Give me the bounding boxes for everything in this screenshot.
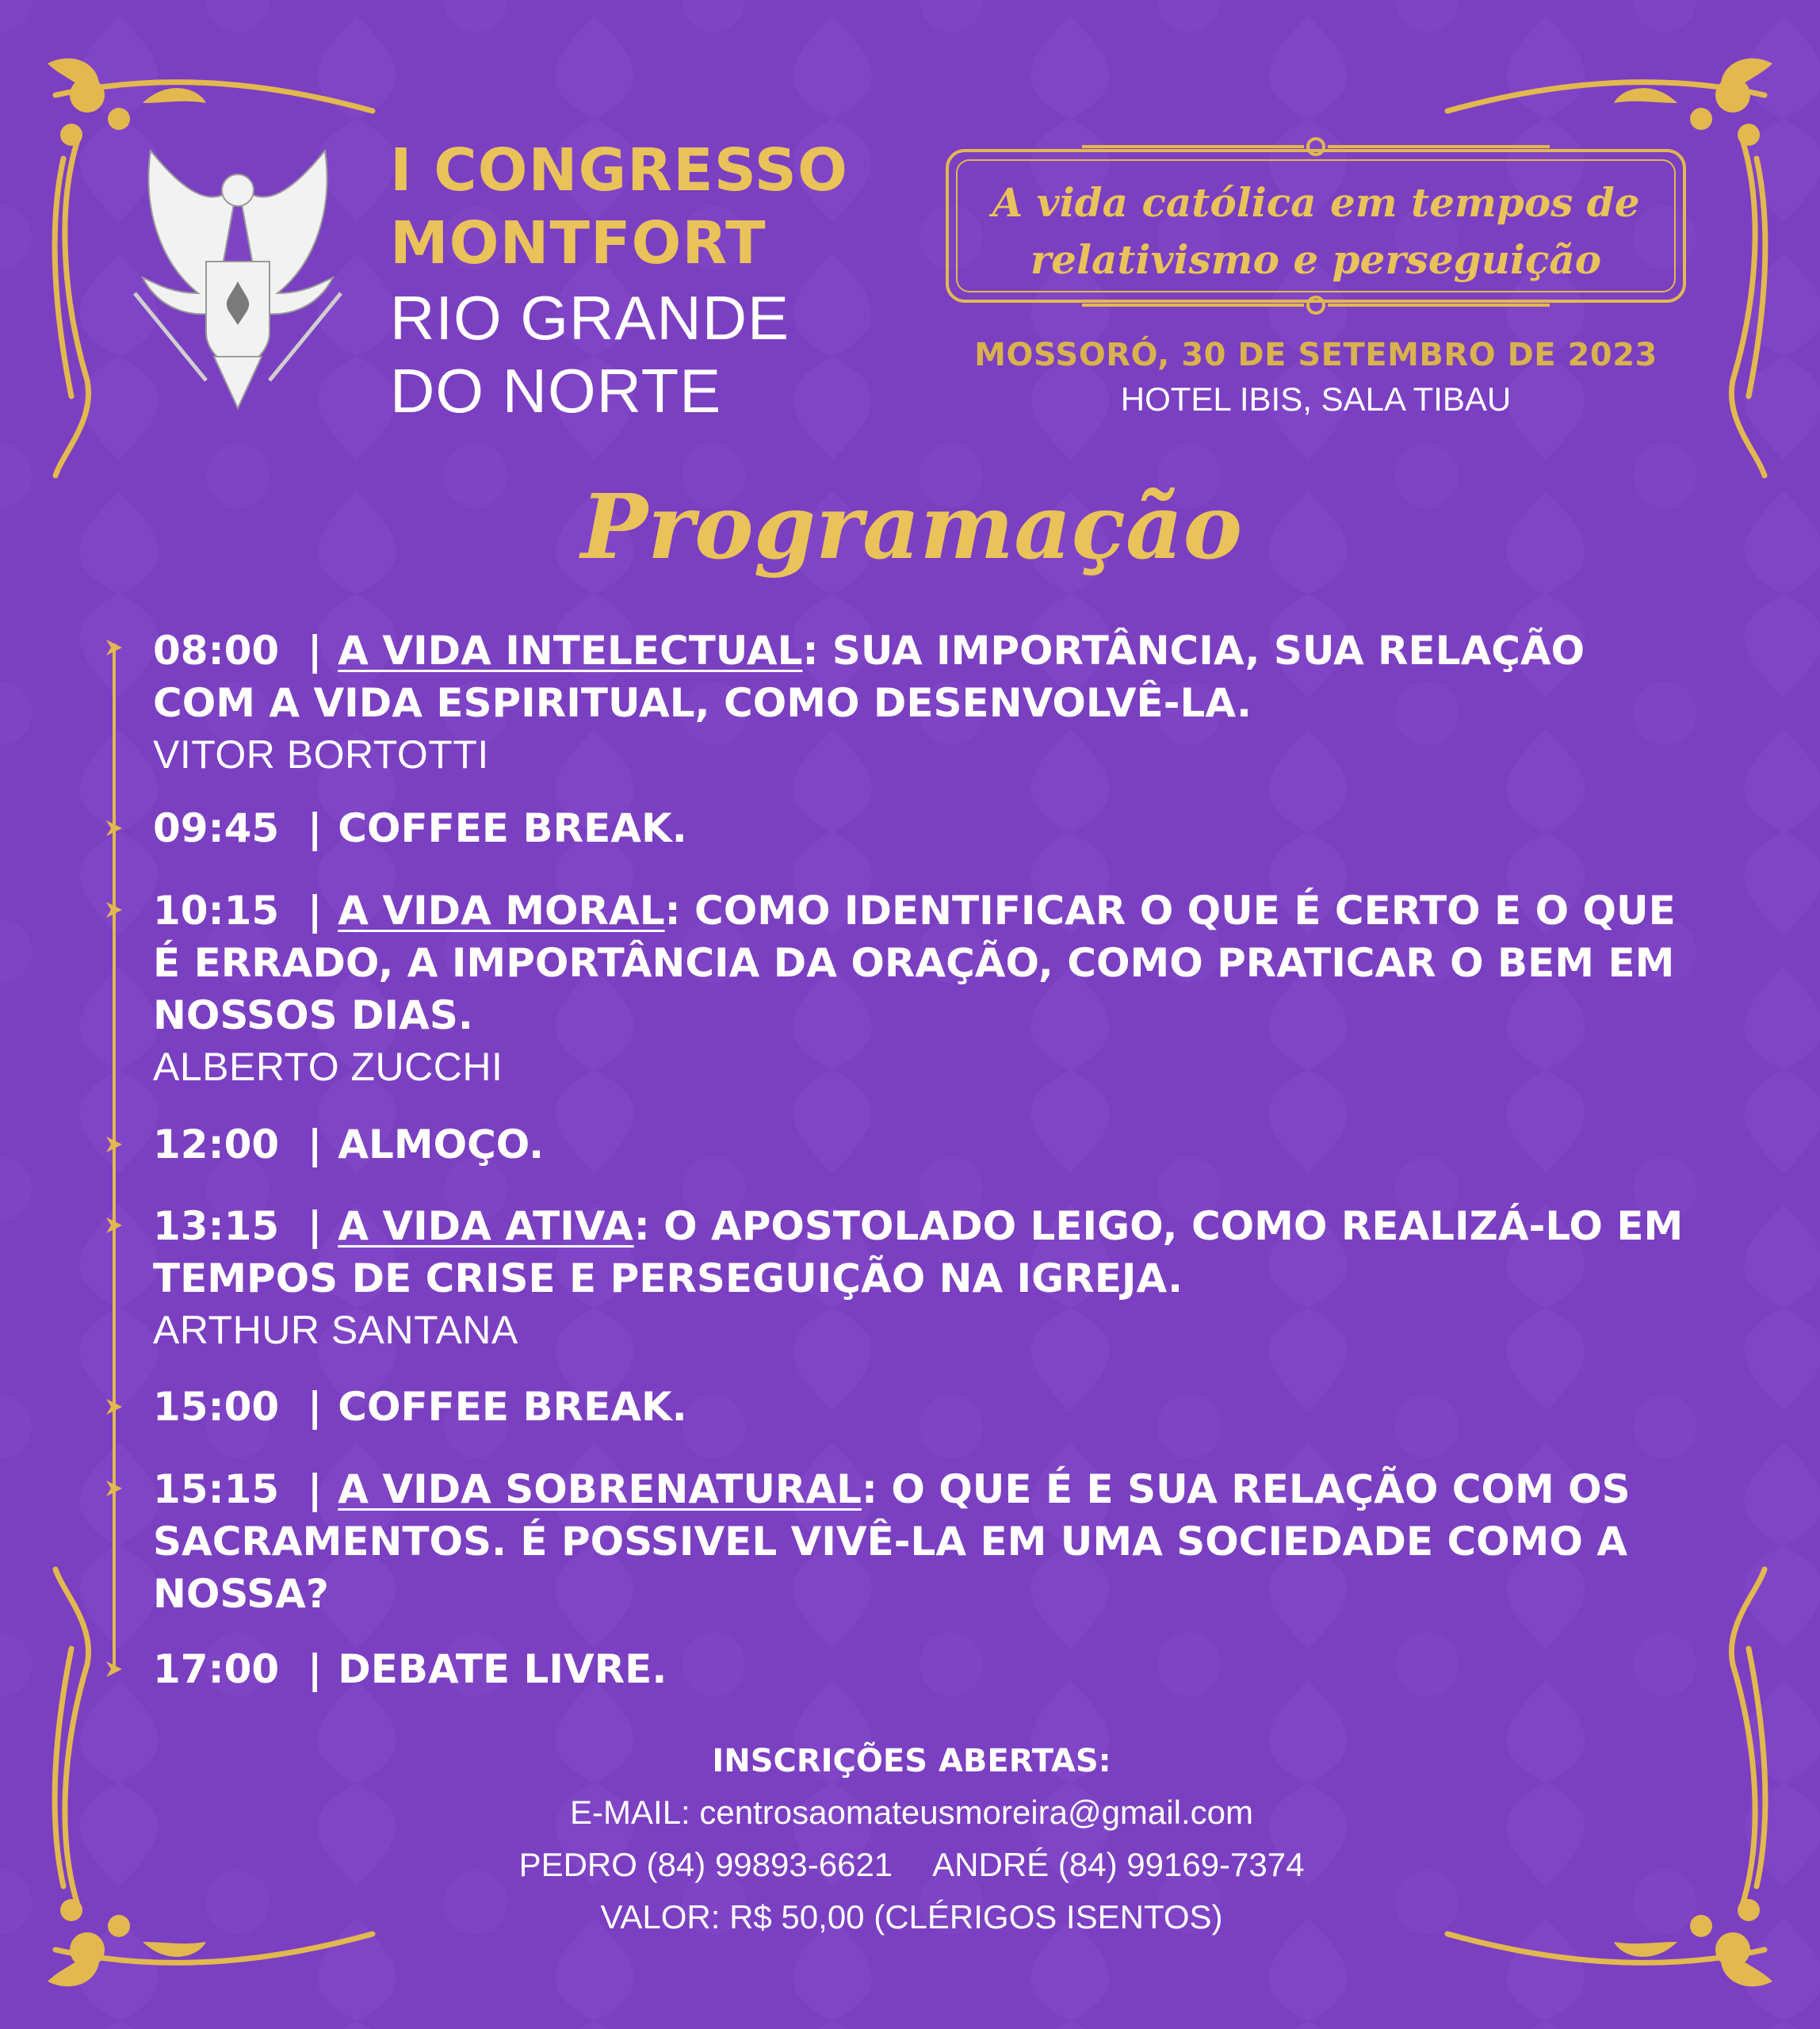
timeline-marker-icon [105, 1660, 124, 1679]
event-date: MOSSORÓ, 30 DE SETEMBRO DE 2023 [974, 337, 1658, 373]
registration-title: INSCRIÇÕES ABERTAS: [712, 1743, 1111, 1779]
schedule-separator: | [308, 805, 323, 851]
timeline-marker-icon [105, 1397, 124, 1416]
schedule-topic: A VIDA SOBRENATURAL [338, 1466, 862, 1512]
schedule-topic: A VIDA MORAL [338, 888, 665, 934]
title-line-1: I CONGRESSO [390, 136, 848, 204]
schedule-description: ALMOÇO. [338, 1121, 545, 1167]
title-line-4: DO NORTE [390, 356, 722, 426]
timeline-marker-icon [105, 1216, 124, 1235]
registration-info [238, 1736, 1585, 1943]
event-venue: HOTEL IBIS, SALA TIBAU [1120, 380, 1512, 418]
schedule-separator: | [308, 888, 323, 934]
program-title: Programação [580, 476, 1243, 579]
theme-line-2: relativismo e perseguição [1030, 236, 1602, 283]
timeline-marker-icon [105, 1479, 124, 1498]
timeline-marker-icon [105, 1135, 124, 1154]
contact-andre: ANDRÉ (84) 99169-7374 [932, 1846, 1305, 1883]
schedule-heading [153, 885, 1699, 1041]
title-line-2: MONTFORT [390, 209, 767, 277]
schedule-separator: | [308, 1203, 323, 1249]
schedule-description: : O QUE É E SUA RELAÇÃO COM OS SACRAMENTOS. É POSSIVEL VIVÊ-LA EM UMA SOCIEDADE COMO A NOSSA? [153, 1466, 1631, 1617]
schedule-item [153, 1118, 1699, 1171]
schedule-time: 09:45 [153, 805, 280, 851]
registration-email: E-MAIL: centrosaomateusmoreira@gmail.com [570, 1794, 1253, 1831]
schedule-topic: A VIDA INTELECTUAL [338, 628, 803, 674]
schedule-speaker: ARTHUR SANTANA [153, 1308, 518, 1352]
schedule-topic: A VIDA ATIVA [338, 1203, 634, 1249]
schedule-separator: | [308, 1466, 323, 1512]
schedule-heading [153, 1381, 1699, 1433]
schedule-heading [153, 1118, 1699, 1171]
schedule-heading [153, 1643, 1699, 1695]
timeline-line [113, 644, 116, 1672]
schedule-separator: | [308, 628, 323, 674]
title-line-3: RIO GRANDE [390, 283, 790, 353]
schedule-speaker: ALBERTO ZUCCHI [153, 1045, 503, 1089]
schedule-separator: | [308, 1384, 323, 1430]
schedule-description: DEBATE LIVRE. [338, 1646, 667, 1692]
schedule-separator: | [308, 1646, 323, 1692]
registration-price: VALOR: R$ 50,00 (CLÉRIGOS ISENTOS) [600, 1898, 1223, 1935]
schedule-heading [153, 625, 1699, 729]
schedule-item [153, 885, 1699, 1092]
schedule-time: 17:00 [153, 1646, 280, 1692]
schedule-description: : SUA IMPORTÂNCIA, SUA RELAÇÃO COM A VIDA ESPIRITUAL, COMO DESENVOLVÊ-LA. [153, 628, 1585, 726]
schedule-time: 15:15 [153, 1466, 280, 1512]
timeline-marker-icon [105, 900, 124, 919]
schedule-separator: | [308, 1121, 323, 1167]
schedule-item [153, 802, 1699, 854]
schedule-time: 10:15 [153, 888, 280, 934]
schedule-time: 12:00 [153, 1121, 280, 1167]
schedule-description: COFFEE BREAK. [338, 1384, 687, 1430]
timeline-marker-icon [105, 638, 124, 657]
schedule-description: COFFEE BREAK. [338, 805, 687, 851]
schedule-item [153, 1643, 1699, 1695]
schedule-item [153, 1381, 1699, 1433]
schedule-time: 15:00 [153, 1384, 280, 1430]
registration-phones [238, 1839, 1585, 1891]
schedule-speaker: VITOR BORTOTTI [153, 732, 489, 777]
schedule-time: 13:15 [153, 1203, 280, 1249]
theme-line-1: A vida católica em tempos de [992, 179, 1640, 226]
schedule-heading [153, 1200, 1699, 1305]
timeline-marker-icon [105, 819, 124, 838]
schedule-item [153, 1463, 1699, 1620]
eagle-crest-icon [119, 143, 357, 416]
schedule-time: 08:00 [153, 628, 280, 674]
congress-theme [947, 174, 1684, 288]
schedule-heading [153, 1463, 1699, 1620]
congress-title [390, 136, 848, 433]
schedule-heading [153, 802, 1699, 854]
schedule-item [153, 1200, 1699, 1355]
schedule-description: : COMO IDENTIFICAR O QUE É CERTO E O QUE É ERRADO, A IMPORTÂNCIA DA ORAÇÃO, COMO PRATICAR O BEM EM NOSSOS DIAS. [153, 888, 1676, 1038]
schedule-item [153, 625, 1699, 780]
contact-pedro: PEDRO (84) 99893-6621 [518, 1846, 893, 1883]
schedule-description: : O APOSTOLADO LEIGO, COMO REALIZÁ-LO EM TEMPOS DE CRISE E PERSEGUIÇÃO NA IGREJA. [153, 1203, 1684, 1301]
